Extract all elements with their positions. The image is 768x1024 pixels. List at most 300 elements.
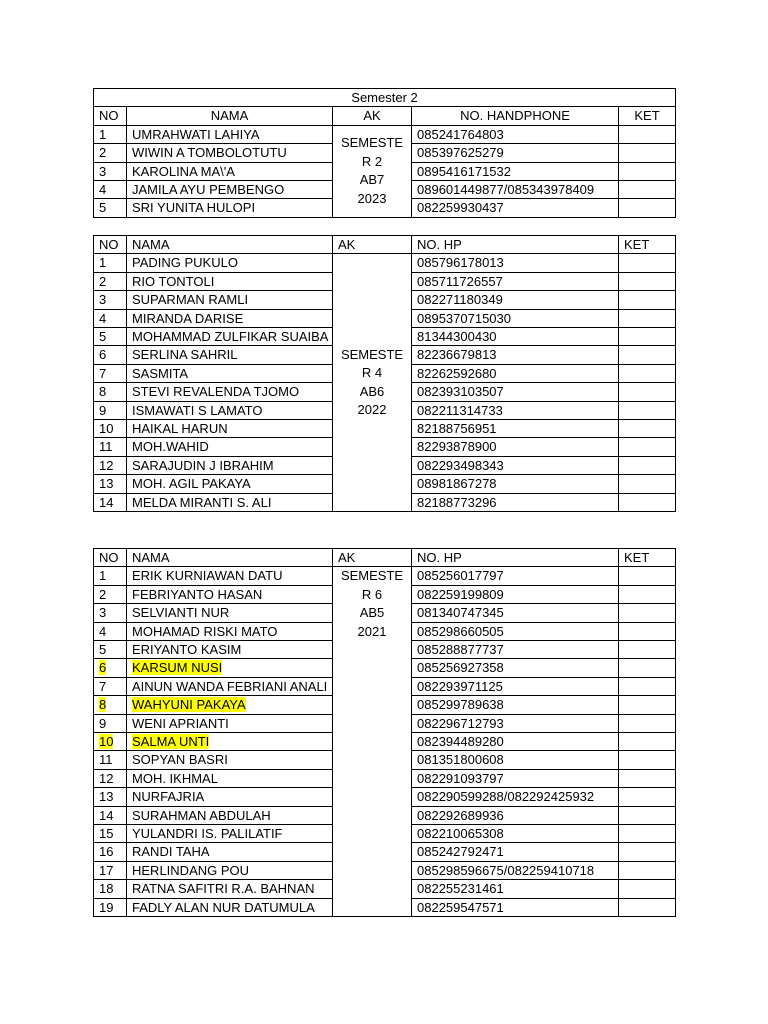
row-number-text: 8 bbox=[99, 697, 107, 713]
ak-line: SEMESTE bbox=[340, 346, 404, 362]
student-name-text: NURFAJRIA bbox=[132, 789, 205, 805]
row-number bbox=[94, 438, 127, 456]
ak-cell bbox=[333, 125, 412, 217]
phone-number bbox=[412, 677, 619, 696]
ak-line: R 4 bbox=[361, 365, 383, 381]
student-name-text: SALMA UNTI bbox=[132, 734, 210, 750]
student-name-text: JAMILA AYU PEMBENGO bbox=[132, 181, 285, 197]
row-number-text: 11 bbox=[99, 752, 113, 768]
row-number bbox=[94, 291, 127, 309]
student-name-text: ISMAWATI S LAMATO bbox=[132, 402, 263, 418]
student-name bbox=[127, 125, 333, 143]
student-name bbox=[127, 714, 333, 732]
ket-cell bbox=[619, 806, 676, 824]
phone-number-text: 082271180349 bbox=[417, 292, 503, 308]
row-number bbox=[94, 420, 127, 438]
phone-number-text: 0895416171532 bbox=[417, 163, 511, 179]
row-number bbox=[94, 677, 127, 696]
row-number-text: 1 bbox=[99, 126, 107, 142]
semester-4-table bbox=[93, 235, 676, 512]
ket-cell bbox=[619, 843, 676, 861]
phone-number-text: 085397625279 bbox=[417, 145, 504, 161]
ket-cell bbox=[619, 659, 676, 677]
ak-line: 2022 bbox=[357, 402, 387, 418]
phone-number bbox=[412, 180, 619, 198]
table-row bbox=[94, 125, 676, 143]
phone-number-text: 082211314733 bbox=[417, 402, 503, 418]
phone-number bbox=[412, 327, 619, 346]
ket-cell bbox=[619, 456, 676, 474]
student-name bbox=[127, 199, 333, 217]
phone-number bbox=[412, 254, 619, 272]
phone-number bbox=[412, 162, 619, 180]
phone-number bbox=[412, 898, 619, 917]
phone-number-text: 082296712793 bbox=[417, 715, 504, 731]
student-name bbox=[127, 180, 333, 198]
ket-cell bbox=[619, 327, 676, 346]
ak-line: SEMESTE bbox=[340, 568, 404, 584]
student-name-text: SASMITA bbox=[132, 365, 189, 381]
row-number bbox=[94, 162, 127, 180]
table-row bbox=[94, 567, 676, 585]
phone-number-text: 085298660505 bbox=[417, 623, 504, 639]
row-number-text: 3 bbox=[99, 605, 107, 621]
header-nama: NAMA bbox=[127, 236, 333, 254]
row-number-text: 1 bbox=[99, 568, 107, 584]
student-name-text: HERLINDANG POU bbox=[132, 862, 250, 878]
ket-cell bbox=[619, 861, 676, 879]
ak-line: SEMESTE bbox=[340, 135, 404, 151]
row-number bbox=[94, 383, 127, 401]
phone-number bbox=[412, 714, 619, 732]
row-number bbox=[94, 456, 127, 474]
ket-cell bbox=[619, 364, 676, 382]
student-name-text: WAHYUNI PAKAYA bbox=[132, 697, 246, 713]
phone-number bbox=[412, 769, 619, 787]
student-name bbox=[127, 401, 333, 419]
student-name-text: HAIKAL HARUN bbox=[132, 421, 228, 437]
student-name bbox=[127, 898, 333, 917]
ket-cell bbox=[619, 714, 676, 732]
ak-line: 2023 bbox=[357, 190, 387, 206]
row-number bbox=[94, 604, 127, 622]
ket-cell bbox=[619, 677, 676, 696]
phone-number-text: 82188773296 bbox=[417, 494, 497, 510]
row-number bbox=[94, 401, 127, 419]
row-number bbox=[94, 364, 127, 382]
phone-number bbox=[412, 824, 619, 842]
row-number-text: 13 bbox=[99, 789, 114, 805]
header-ket: KET bbox=[619, 549, 676, 567]
student-name-text: SERLINA SAHRIL bbox=[132, 347, 238, 363]
header-ak: AK bbox=[333, 236, 412, 254]
ket-cell bbox=[619, 640, 676, 658]
phone-number bbox=[412, 456, 619, 474]
ket-cell bbox=[619, 751, 676, 769]
student-name bbox=[127, 456, 333, 474]
phone-number-text: 082292689936 bbox=[417, 807, 504, 823]
student-name-text: SUPARMAN RAMLI bbox=[132, 292, 249, 308]
phone-number-text: 81344300430 bbox=[417, 328, 497, 344]
student-name-text: MOHAMAD RISKI MATO bbox=[132, 623, 278, 639]
phone-number bbox=[412, 125, 619, 143]
table-header-row bbox=[94, 236, 676, 254]
table-title: Semester 2 bbox=[94, 89, 676, 107]
ket-cell bbox=[619, 199, 676, 217]
header-hp: NO. HP bbox=[412, 549, 619, 567]
student-name bbox=[127, 162, 333, 180]
row-number-text: 2 bbox=[99, 273, 107, 289]
student-name-text: FEBRIYANTO HASAN bbox=[132, 586, 263, 602]
student-name bbox=[127, 585, 333, 603]
ket-cell bbox=[619, 824, 676, 842]
phone-number bbox=[412, 733, 619, 751]
student-name bbox=[127, 788, 333, 806]
phone-number-text: 085241764803 bbox=[417, 126, 504, 142]
student-name-text: AINUN WANDA FEBRIANI ANALI bbox=[132, 678, 328, 694]
row-number-text: 7 bbox=[99, 365, 107, 381]
phone-number bbox=[412, 401, 619, 419]
row-number bbox=[94, 714, 127, 732]
row-number bbox=[94, 272, 127, 290]
student-name-text: WIWIN A TOMBOLOTUTU bbox=[132, 145, 287, 161]
row-number bbox=[94, 327, 127, 346]
student-name bbox=[127, 493, 333, 511]
student-name bbox=[127, 475, 333, 493]
ket-cell bbox=[619, 272, 676, 290]
phone-number-text: 82188756951 bbox=[417, 421, 497, 437]
phone-number bbox=[412, 622, 619, 640]
row-number-text: 7 bbox=[99, 678, 107, 694]
phone-number bbox=[412, 806, 619, 824]
header-no: NO bbox=[94, 236, 127, 254]
phone-number bbox=[412, 272, 619, 290]
phone-number-text: 085796178013 bbox=[417, 255, 504, 271]
phone-number-text: 085298596675/082259410718 bbox=[417, 862, 595, 878]
phone-number-text: 0895370715030 bbox=[417, 310, 511, 326]
phone-number-text: 085256927358 bbox=[417, 660, 504, 676]
ket-cell bbox=[619, 604, 676, 622]
header-hp: NO. HP bbox=[412, 236, 619, 254]
phone-number-text: 082255231461 bbox=[417, 881, 504, 897]
ak-line: R 2 bbox=[361, 153, 383, 169]
phone-number bbox=[412, 291, 619, 309]
phone-number-text: 82262592680 bbox=[417, 365, 497, 381]
row-number bbox=[94, 659, 127, 677]
student-name bbox=[127, 861, 333, 879]
phone-number-text: 082291093797 bbox=[417, 770, 504, 786]
header-nama: NAMA bbox=[127, 107, 333, 125]
phone-number bbox=[412, 640, 619, 658]
row-number bbox=[94, 180, 127, 198]
phone-number-text: 081351800608 bbox=[417, 752, 504, 768]
row-number bbox=[94, 640, 127, 658]
row-number bbox=[94, 806, 127, 824]
row-number-text: 6 bbox=[99, 347, 107, 363]
phone-number-text: 082259930437 bbox=[417, 200, 504, 216]
phone-number-text: 085299789638 bbox=[417, 697, 504, 713]
row-number-text: 19 bbox=[99, 899, 114, 915]
header-no: NO bbox=[94, 549, 127, 567]
row-number-text: 18 bbox=[99, 881, 114, 897]
phone-number-text: 085711726557 bbox=[417, 273, 503, 289]
phone-number-text: 082293971125 bbox=[417, 678, 503, 694]
phone-number bbox=[412, 309, 619, 327]
ket-cell bbox=[619, 898, 676, 917]
row-number bbox=[94, 733, 127, 751]
ket-cell bbox=[619, 162, 676, 180]
row-number-text: 10 bbox=[99, 734, 114, 750]
student-name-text: MOHAMMAD ZULFIKAR SUAIBA bbox=[132, 328, 329, 344]
student-name bbox=[127, 144, 333, 162]
student-name-text: SURAHMAN ABDULAH bbox=[132, 807, 271, 823]
row-number bbox=[94, 622, 127, 640]
student-name bbox=[127, 843, 333, 861]
row-number bbox=[94, 696, 127, 714]
header-no: NO bbox=[94, 107, 127, 125]
student-name bbox=[127, 346, 333, 364]
student-name bbox=[127, 567, 333, 585]
row-number-text: 11 bbox=[99, 439, 113, 455]
student-name-text: MOH.WAHID bbox=[132, 439, 209, 455]
student-name-text: SRI YUNITA HULOPI bbox=[132, 200, 256, 216]
header-hp: NO. HANDPHONE bbox=[412, 107, 619, 125]
row-number bbox=[94, 475, 127, 493]
ket-cell bbox=[619, 309, 676, 327]
student-name-text: YULANDRI IS. PALILATIF bbox=[132, 825, 283, 841]
ket-cell bbox=[619, 567, 676, 585]
phone-number-text: 82293878900 bbox=[417, 439, 497, 455]
table-row bbox=[94, 254, 676, 272]
row-number-text: 5 bbox=[99, 200, 107, 216]
student-name-text: STEVI REVALENDA TJOMO bbox=[132, 384, 300, 400]
phone-number-text: 081340747345 bbox=[417, 605, 504, 621]
row-number bbox=[94, 788, 127, 806]
phone-number bbox=[412, 199, 619, 217]
row-number-text: 5 bbox=[99, 641, 107, 657]
ket-cell bbox=[619, 493, 676, 511]
phone-number-text: 082393103507 bbox=[417, 384, 504, 400]
header-nama: NAMA bbox=[127, 549, 333, 567]
phone-number bbox=[412, 346, 619, 364]
ak-line: AB6 bbox=[359, 383, 385, 399]
row-number bbox=[94, 585, 127, 603]
student-name-text: SELVIANTI NUR bbox=[132, 605, 230, 621]
row-number bbox=[94, 769, 127, 787]
phone-number bbox=[412, 383, 619, 401]
ket-cell bbox=[619, 254, 676, 272]
row-number-text: 9 bbox=[99, 402, 107, 418]
student-name bbox=[127, 364, 333, 382]
student-name-text: RANDI TAHA bbox=[132, 844, 210, 860]
student-name bbox=[127, 751, 333, 769]
row-number bbox=[94, 843, 127, 861]
phone-number bbox=[412, 144, 619, 162]
student-name bbox=[127, 733, 333, 751]
ket-cell bbox=[619, 291, 676, 309]
student-name bbox=[127, 806, 333, 824]
semester-2-table bbox=[93, 88, 676, 218]
row-number-text: 16 bbox=[99, 844, 114, 860]
phone-number bbox=[412, 788, 619, 806]
ket-cell bbox=[619, 144, 676, 162]
header-ak: AK bbox=[333, 107, 412, 125]
ket-cell bbox=[619, 383, 676, 401]
row-number-text: 14 bbox=[99, 807, 114, 823]
row-number bbox=[94, 898, 127, 917]
phone-number-text: 08981867278 bbox=[417, 476, 497, 492]
student-name bbox=[127, 640, 333, 658]
row-number-text: 6 bbox=[99, 660, 107, 676]
row-number bbox=[94, 346, 127, 364]
phone-number-text: 082259547571 bbox=[417, 899, 504, 915]
ket-cell bbox=[619, 622, 676, 640]
phone-number-text: 082210065308 bbox=[417, 825, 504, 841]
table-header-row bbox=[94, 107, 676, 125]
ket-cell bbox=[619, 125, 676, 143]
table-title-row bbox=[94, 89, 676, 107]
phone-number bbox=[412, 475, 619, 493]
ket-cell bbox=[619, 438, 676, 456]
ket-cell bbox=[619, 880, 676, 899]
row-number-text: 1 bbox=[99, 255, 107, 271]
phone-number-text: 085288877737 bbox=[417, 641, 504, 657]
phone-number bbox=[412, 659, 619, 677]
student-name bbox=[127, 769, 333, 787]
table-header-row bbox=[94, 549, 676, 567]
student-name-text: WENI APRIANTI bbox=[132, 715, 229, 731]
ak-line: 2021 bbox=[357, 623, 387, 639]
row-number-text: 4 bbox=[99, 181, 107, 197]
row-number bbox=[94, 125, 127, 143]
student-name bbox=[127, 327, 333, 346]
row-number-text: 10 bbox=[99, 421, 114, 437]
phone-number bbox=[412, 751, 619, 769]
row-number bbox=[94, 199, 127, 217]
ket-cell bbox=[619, 475, 676, 493]
row-number-text: 15 bbox=[99, 825, 114, 841]
phone-number-text: 082259199809 bbox=[417, 586, 504, 602]
row-number-text: 4 bbox=[99, 310, 107, 326]
phone-number-text: 085242792471 bbox=[417, 844, 504, 860]
phone-number-text: 089601449877/085343978409 bbox=[417, 181, 595, 197]
student-name bbox=[127, 272, 333, 290]
row-number-text: 5 bbox=[99, 328, 107, 344]
student-name bbox=[127, 383, 333, 401]
row-number bbox=[94, 824, 127, 842]
phone-number-text: 082394489280 bbox=[417, 734, 504, 750]
row-number-text: 12 bbox=[99, 457, 114, 473]
ket-cell bbox=[619, 180, 676, 198]
row-number-text: 2 bbox=[99, 586, 107, 602]
row-number-text: 8 bbox=[99, 384, 107, 400]
row-number bbox=[94, 861, 127, 879]
ak-line: R 6 bbox=[361, 586, 383, 602]
student-name-text: MOH. AGIL PAKAYA bbox=[132, 476, 251, 492]
phone-number bbox=[412, 438, 619, 456]
student-name bbox=[127, 309, 333, 327]
student-name-text: RATNA SAFITRI R.A. BAHNAN bbox=[132, 881, 315, 897]
student-name bbox=[127, 622, 333, 640]
row-number bbox=[94, 751, 127, 769]
row-number bbox=[94, 144, 127, 162]
student-name bbox=[127, 291, 333, 309]
row-number bbox=[94, 567, 127, 585]
phone-number bbox=[412, 604, 619, 622]
phone-number bbox=[412, 585, 619, 603]
row-number bbox=[94, 493, 127, 511]
ket-cell bbox=[619, 769, 676, 787]
phone-number-text: 082290599288/082292425932 bbox=[417, 789, 595, 805]
row-number-text: 4 bbox=[99, 623, 107, 639]
semester-6-table bbox=[93, 548, 676, 917]
row-number-text: 2 bbox=[99, 145, 107, 161]
student-name bbox=[127, 438, 333, 456]
ket-cell bbox=[619, 585, 676, 603]
ak-cell bbox=[333, 567, 412, 917]
ak-line: AB7 bbox=[359, 172, 385, 188]
header-ak: AK bbox=[333, 549, 412, 567]
student-name-text: SOPYAN BASRI bbox=[132, 752, 228, 768]
row-number bbox=[94, 880, 127, 899]
phone-number bbox=[412, 696, 619, 714]
student-name-text: MIRANDA DARISE bbox=[132, 310, 244, 326]
student-name bbox=[127, 420, 333, 438]
student-name bbox=[127, 677, 333, 696]
student-name-text: MOH. IKHMAL bbox=[132, 770, 218, 786]
student-name bbox=[127, 254, 333, 272]
row-number bbox=[94, 309, 127, 327]
student-name bbox=[127, 824, 333, 842]
row-number-text: 3 bbox=[99, 163, 107, 179]
student-name-text: MELDA MIRANTI S. ALI bbox=[132, 494, 272, 510]
student-name-text: RIO TONTOLI bbox=[132, 273, 215, 289]
row-number-text: 9 bbox=[99, 715, 107, 731]
student-name bbox=[127, 696, 333, 714]
row-number-text: 12 bbox=[99, 770, 114, 786]
ak-cell bbox=[333, 254, 412, 512]
phone-number-text: 82236679813 bbox=[417, 347, 497, 363]
student-name-text: KAROLINA MA\'A bbox=[132, 163, 235, 179]
phone-number bbox=[412, 493, 619, 511]
student-name bbox=[127, 604, 333, 622]
row-number-text: 14 bbox=[99, 494, 114, 510]
phone-number bbox=[412, 567, 619, 585]
student-name-text: KARSUM NUSI bbox=[132, 660, 223, 676]
phone-number bbox=[412, 420, 619, 438]
header-ket: KET bbox=[619, 107, 676, 125]
phone-number-text: 082293498343 bbox=[417, 457, 504, 473]
ket-cell bbox=[619, 733, 676, 751]
row-number-text: 13 bbox=[99, 476, 114, 492]
ket-cell bbox=[619, 696, 676, 714]
phone-number-text: 085256017797 bbox=[417, 568, 504, 584]
ket-cell bbox=[619, 420, 676, 438]
student-name-text: UMRAHWATI LAHIYA bbox=[132, 126, 260, 142]
student-name-text: ERIK KURNIAWAN DATU bbox=[132, 568, 283, 584]
ket-cell bbox=[619, 401, 676, 419]
row-number bbox=[94, 254, 127, 272]
row-number-text: 3 bbox=[99, 292, 107, 308]
student-name-text: FADLY ALAN NUR DATUMULA bbox=[132, 899, 315, 915]
ak-line: AB5 bbox=[359, 605, 385, 621]
student-name-text: ERIYANTO KASIM bbox=[132, 641, 242, 657]
row-number-text: 17 bbox=[99, 862, 114, 878]
student-name-text: SARAJUDIN J IBRAHIM bbox=[132, 457, 274, 473]
student-name bbox=[127, 880, 333, 899]
phone-number bbox=[412, 843, 619, 861]
ket-cell bbox=[619, 346, 676, 364]
